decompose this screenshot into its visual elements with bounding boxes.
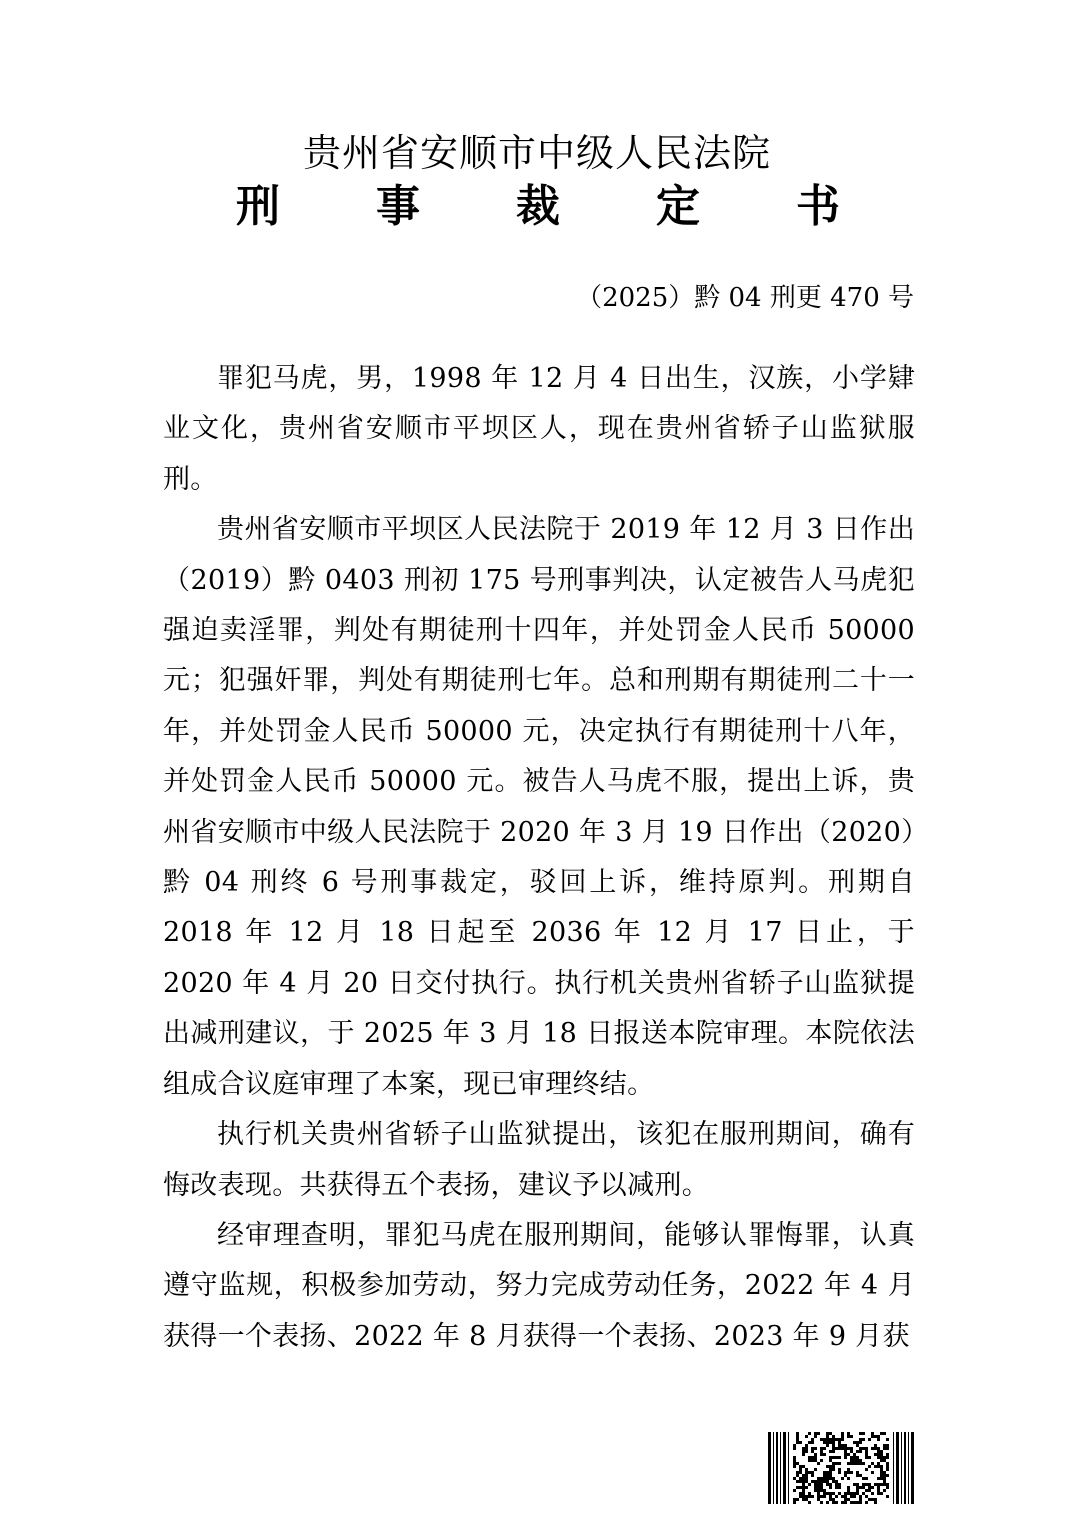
barcode-icon xyxy=(768,1432,914,1504)
paragraph-findings: 经审理查明，罪犯马虎在服刑期间，能够认罪悔罪，认真遵守监规，积极参加劳动，努力完成劳动任务，2022 年 4 月获得一个表扬、2022 年 8 月获得一个表扬、2023 年 9 月获 xyxy=(163,1219,915,1352)
paragraph-defendant-info: 罪犯马虎，男，1998 年 12 月 4 日出生，汉族，小学肄业文化，贵州省安顺市平坝区人，现在贵州省轿子山监狱服刑。 xyxy=(163,363,915,495)
document-title xyxy=(236,172,840,232)
paragraph-case-history: 贵州省安顺市平坝区人民法院于 2019 年 12 月 3 日作出（2019）黔 0403 刑初 175 号刑事判决，认定被告人马虎犯强迫卖淫罪，判处有期徒刑十四年，并处罚金人民币 50000 元；犯强奸罪，判处有期徒刑七年。总和刑期有期徒刑二十一年，并处罚金人民币 50000 元，决定执行有期徒刑十八年，并处罚金人民币 50000 元。被告人马虎不服，提出上诉，贵州省安顺市中级人民法院于 2020 年 3 月 19 日作出（2020）黔 04 刑终 6 号刑事裁定，驳回上诉，维持原判。刑期自 2018 年 12 月 18 日起至 2036 年 12 月 17 日止，于 2020 年 4 月 20 日交付执行。执行机关贵州省轿子山监狱提出减刑建议，于 2025 年 3 月 18 日报送本院审理。本院依法组成合议庭审理了本案，现已审理终结。 xyxy=(163,514,915,1100)
paragraph-prison-proposal: 执行机关贵州省轿子山监狱提出，该犯在服刑期间，确有悔改表现。共获得五个表扬，建议予以减刑。 xyxy=(163,1119,915,1201)
document-body xyxy=(163,354,915,1362)
document-title-char: 事 xyxy=(376,181,420,232)
document-title-char: 定 xyxy=(656,181,700,232)
document-title-char: 刑 xyxy=(236,181,280,232)
document-title-char: 书 xyxy=(796,181,840,232)
document-title-char: 裁 xyxy=(516,181,560,232)
court-name: 贵州省安顺市中级人民法院 xyxy=(302,131,771,175)
case-number: （2025）黔 04 刑更 470 号 xyxy=(576,283,914,313)
